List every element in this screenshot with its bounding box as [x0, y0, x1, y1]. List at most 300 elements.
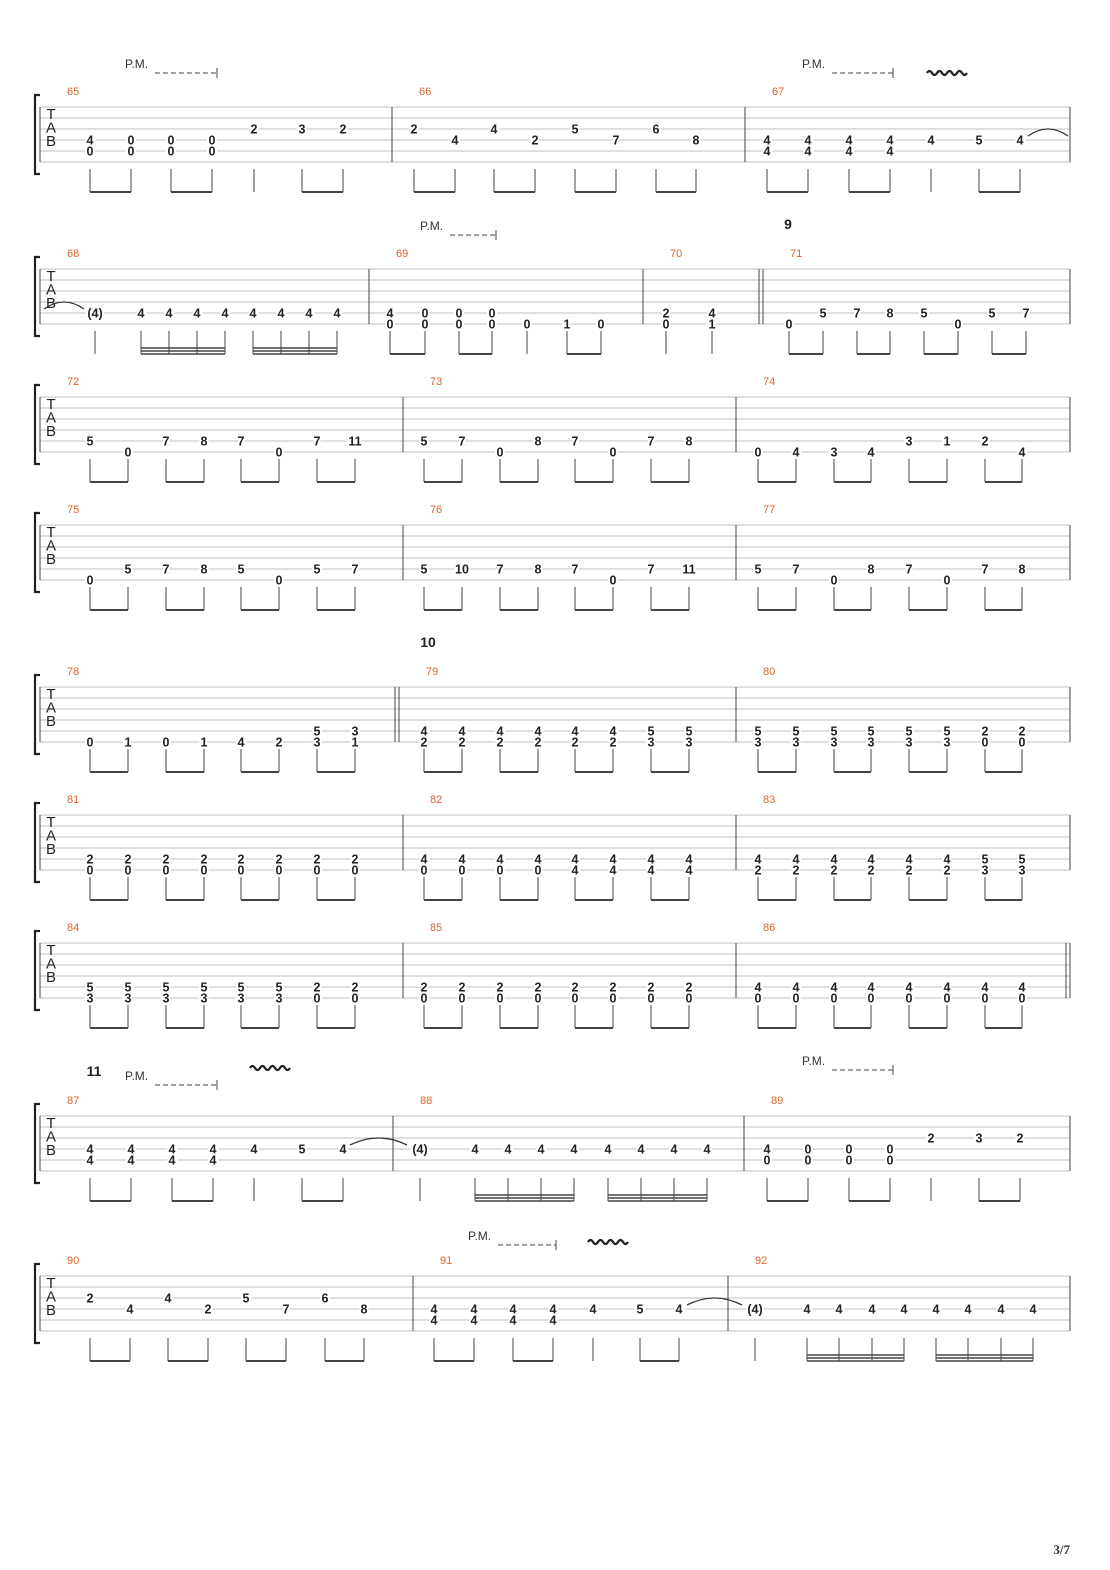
fret-number: 7 — [1022, 306, 1030, 321]
fret-number: 0 — [804, 1153, 812, 1168]
fret-number: (4) — [747, 1302, 763, 1317]
vibrato-mark — [927, 71, 967, 75]
tab-clef-letter: B — [45, 1142, 57, 1159]
fret-number: 3 — [830, 735, 838, 750]
fret-number: 4 — [86, 1142, 94, 1157]
tab-clef-letter: A — [45, 281, 57, 299]
fret-number: 4 — [496, 852, 504, 867]
fret-number: 2 — [250, 122, 258, 137]
fret-number: 2 — [867, 863, 875, 878]
measure-number: 70 — [670, 248, 683, 260]
measure-number: 82 — [430, 794, 443, 806]
fret-number: 0 — [167, 133, 175, 148]
fret-number: 4 — [1018, 980, 1026, 995]
fret-number: 5 — [975, 133, 983, 148]
tie-arc — [687, 1298, 742, 1305]
fret-number: 0 — [1018, 991, 1026, 1006]
fret-number: 2 — [351, 852, 359, 867]
fret-number: 4 — [1029, 1302, 1037, 1317]
fret-number: 2 — [124, 852, 132, 867]
fret-number: 4 — [609, 852, 617, 867]
tab-clef-letter: B — [45, 841, 57, 858]
fret-number: 0 — [313, 991, 321, 1006]
fret-number: 2 — [927, 1131, 935, 1146]
fret-number: 5 — [571, 122, 579, 137]
fret-number: 4 — [333, 306, 341, 321]
fret-number: 2 — [609, 735, 617, 750]
fret-number: 5 — [981, 852, 989, 867]
fret-number: 4 — [763, 144, 771, 159]
fret-number: 0 — [86, 735, 94, 750]
fret-number: 0 — [943, 573, 951, 588]
fret-number: 0 — [685, 991, 693, 1006]
fret-number: 7 — [853, 306, 861, 321]
fret-number: 8 — [867, 562, 875, 577]
fret-number: 4 — [127, 1153, 135, 1168]
fret-number: 0 — [496, 445, 504, 460]
fret-number: 5 — [86, 434, 94, 449]
fret-number: 10 — [455, 562, 469, 577]
fret-number: 3 — [313, 735, 321, 750]
fret-number: 4 — [943, 852, 951, 867]
fret-number: 0 — [162, 735, 170, 750]
fret-number: 4 — [420, 852, 428, 867]
fret-number: 5 — [988, 306, 996, 321]
fret-number: 4 — [86, 133, 94, 148]
measure-number: 87 — [67, 1095, 80, 1107]
fret-number: 4 — [867, 445, 875, 460]
fret-number: 7 — [351, 562, 359, 577]
fret-number: 0 — [421, 306, 429, 321]
fret-number: 0 — [124, 863, 132, 878]
rehearsal-mark: 10 — [420, 634, 436, 650]
palm-mute-label: P.M. — [468, 1229, 492, 1243]
fret-number: 7 — [162, 434, 170, 449]
tab-clef-letter: A — [45, 1288, 57, 1306]
fret-number: 5 — [124, 562, 132, 577]
fret-number: 0 — [792, 991, 800, 1006]
fret-number: 5 — [867, 724, 875, 739]
fret-number: 4 — [609, 863, 617, 878]
fret-number: 4 — [458, 724, 466, 739]
tab-clef-letter: B — [45, 713, 57, 730]
fret-number: 2 — [86, 1291, 94, 1306]
fret-number: 4 — [845, 144, 853, 159]
fret-number: 0 — [754, 991, 762, 1006]
measure-number: 80 — [763, 666, 776, 678]
fret-number: 3 — [685, 735, 693, 750]
tie-arc — [1028, 129, 1068, 136]
fret-number: 0 — [208, 133, 216, 148]
fret-number: 5 — [819, 306, 827, 321]
fret-number: 0 — [804, 1142, 812, 1157]
fret-number: 0 — [275, 863, 283, 878]
fret-number: 0 — [905, 991, 913, 1006]
fret-number: 2 — [981, 434, 989, 449]
fret-number: 5 — [420, 434, 428, 449]
fret-number: 0 — [886, 1142, 894, 1157]
tab-clef-letter: B — [45, 969, 57, 986]
fret-number: 4 — [830, 852, 838, 867]
fret-number: 4 — [471, 1142, 479, 1157]
fret-number: 2 — [1016, 1131, 1024, 1146]
fret-number: 5 — [685, 724, 693, 739]
fret-number: 4 — [754, 852, 762, 867]
fret-number: 2 — [647, 980, 655, 995]
fret-number: 2 — [534, 735, 542, 750]
fret-number: 4 — [670, 1142, 678, 1157]
fret-number: 0 — [845, 1142, 853, 1157]
fret-number: 4 — [249, 306, 257, 321]
fret-number: 4 — [534, 724, 542, 739]
fret-number: 4 — [430, 1313, 438, 1328]
fret-number: 2 — [905, 863, 913, 878]
measure-number: 69 — [396, 248, 409, 260]
fret-number: 7 — [792, 562, 800, 577]
fret-number: 4 — [927, 133, 935, 148]
fret-number: 8 — [886, 306, 894, 321]
fret-number: 4 — [964, 1302, 972, 1317]
fret-number: 2 — [200, 852, 208, 867]
system-bracket — [35, 95, 40, 174]
fret-number: 4 — [137, 306, 145, 321]
fret-number: 2 — [571, 735, 579, 750]
fret-number: 6 — [321, 1291, 329, 1306]
fret-number: 4 — [490, 122, 498, 137]
fret-number: 2 — [662, 306, 670, 321]
system-bracket — [35, 1104, 40, 1183]
fret-number: 2 — [981, 724, 989, 739]
fret-number: 0 — [458, 991, 466, 1006]
fret-number: 4 — [451, 133, 459, 148]
fret-number: 1 — [563, 317, 571, 332]
tab-clef-letter: T — [46, 1275, 56, 1292]
fret-number: 0 — [785, 317, 793, 332]
fret-number: 4 — [835, 1302, 843, 1317]
fret-number: 4 — [470, 1302, 478, 1317]
measure-number: 73 — [430, 376, 443, 388]
fret-number: 4 — [571, 863, 579, 878]
palm-mute-label: P.M. — [420, 219, 444, 233]
measure-number: 84 — [67, 922, 80, 934]
fret-number: 4 — [763, 133, 771, 148]
fret-number: 3 — [1018, 863, 1026, 878]
fret-number: 0 — [981, 991, 989, 1006]
fret-number: 4 — [420, 724, 428, 739]
fret-number: 2 — [237, 852, 245, 867]
fret-number: 5 — [792, 724, 800, 739]
fret-number: 5 — [313, 562, 321, 577]
fret-number: 5 — [124, 980, 132, 995]
fret-number: 5 — [754, 724, 762, 739]
system-bracket — [35, 1264, 40, 1343]
fret-number: 4 — [900, 1302, 908, 1317]
fret-number: 3 — [86, 991, 94, 1006]
fret-number: 4 — [997, 1302, 1005, 1317]
fret-number: 4 — [209, 1142, 217, 1157]
fret-number: 1 — [200, 735, 208, 750]
fret-number: 2 — [458, 735, 466, 750]
fret-number: 1 — [351, 735, 359, 750]
fret-number: 0 — [127, 144, 135, 159]
fret-number: 0 — [458, 863, 466, 878]
fret-number: 3 — [830, 445, 838, 460]
rehearsal-mark: 9 — [784, 216, 792, 232]
measure-number: 79 — [426, 666, 439, 678]
fret-number: 2 — [571, 980, 579, 995]
fret-number: 0 — [954, 317, 962, 332]
fret-number: 2 — [275, 852, 283, 867]
tab-clef-letter: B — [45, 551, 57, 568]
fret-number: 2 — [420, 735, 428, 750]
fret-number: 3 — [237, 991, 245, 1006]
fret-number: 5 — [754, 562, 762, 577]
fret-number: 4 — [845, 133, 853, 148]
fret-number: 0 — [275, 573, 283, 588]
fret-number: 0 — [421, 317, 429, 332]
fret-number: 3 — [792, 735, 800, 750]
measure-number: 74 — [763, 376, 776, 388]
fret-number: 4 — [571, 724, 579, 739]
fret-number: 4 — [905, 980, 913, 995]
fret-number: 4 — [221, 306, 229, 321]
fret-number: 7 — [647, 434, 655, 449]
fret-number: 4 — [165, 306, 173, 321]
fret-number: 7 — [162, 562, 170, 577]
fret-number: 2 — [754, 863, 762, 878]
fret-number: 5 — [242, 1291, 250, 1306]
fret-number: 5 — [1018, 852, 1026, 867]
fret-number: 0 — [609, 573, 617, 588]
fret-number: 4 — [86, 1153, 94, 1168]
fret-number: 4 — [277, 306, 285, 321]
fret-number: 3 — [867, 735, 875, 750]
fret-number: 1 — [708, 317, 716, 332]
fret-number: 4 — [604, 1142, 612, 1157]
fret-number: 5 — [313, 724, 321, 739]
fret-number: 3 — [124, 991, 132, 1006]
fret-number: 2 — [313, 980, 321, 995]
fret-number: 4 — [609, 724, 617, 739]
measure-number: 65 — [67, 86, 80, 98]
fret-number: 4 — [571, 852, 579, 867]
fret-number: 2 — [410, 122, 418, 137]
fret-number: 7 — [571, 562, 579, 577]
fret-number: 0 — [886, 1153, 894, 1168]
tab-clef-letter: B — [45, 133, 57, 150]
fret-number: 4 — [570, 1142, 578, 1157]
fret-number: 2 — [496, 980, 504, 995]
measure-number: 66 — [419, 86, 432, 98]
tab-clef-letter: T — [46, 814, 56, 831]
fret-number: 7 — [282, 1302, 290, 1317]
fret-number: 4 — [509, 1302, 517, 1317]
fret-number: 0 — [420, 991, 428, 1006]
fret-number: 8 — [1018, 562, 1026, 577]
fret-number: 2 — [275, 735, 283, 750]
system-bracket — [35, 513, 40, 592]
palm-mute-label: P.M. — [802, 1054, 826, 1068]
fret-number: 0 — [455, 317, 463, 332]
fret-number: 3 — [905, 735, 913, 750]
measure-number: 83 — [763, 794, 776, 806]
fret-number: 2 — [685, 980, 693, 995]
measure-number: 81 — [67, 794, 80, 806]
fret-number: 7 — [647, 562, 655, 577]
fret-number: 0 — [496, 863, 504, 878]
fret-number: 8 — [685, 434, 693, 449]
page-number: 3/7 — [1053, 1542, 1070, 1557]
fret-number: 0 — [523, 317, 531, 332]
fret-number: 0 — [754, 445, 762, 460]
fret-number: 5 — [86, 980, 94, 995]
fret-number: 5 — [905, 724, 913, 739]
fret-number: 4 — [703, 1142, 711, 1157]
fret-number: 0 — [351, 991, 359, 1006]
fret-number: 2 — [792, 863, 800, 878]
system-bracket — [35, 385, 40, 464]
fret-number: 4 — [685, 863, 693, 878]
fret-number: 4 — [763, 1142, 771, 1157]
fret-number: 4 — [647, 863, 655, 878]
tab-clef-letter: T — [46, 396, 56, 413]
fret-number: 5 — [298, 1142, 306, 1157]
fret-number: 5 — [943, 724, 951, 739]
fret-number: 4 — [537, 1142, 545, 1157]
fret-number: 3 — [647, 735, 655, 750]
palm-mute-label: P.M. — [802, 57, 826, 71]
fret-number: 4 — [708, 306, 716, 321]
fret-number: 11 — [348, 434, 362, 449]
fret-number: 5 — [636, 1302, 644, 1317]
fret-number: 2 — [162, 852, 170, 867]
fret-number: 2 — [458, 980, 466, 995]
fret-number: 8 — [360, 1302, 368, 1317]
fret-number: 4 — [386, 306, 394, 321]
fret-number: 4 — [589, 1302, 597, 1317]
fret-number: 0 — [534, 863, 542, 878]
fret-number: 4 — [1018, 445, 1026, 460]
fret-number: 5 — [420, 562, 428, 577]
measure-number: 90 — [67, 1255, 80, 1267]
fret-number: 4 — [886, 133, 894, 148]
fret-number: 0 — [237, 863, 245, 878]
fret-number: 3 — [298, 122, 306, 137]
fret-number: 1 — [943, 434, 951, 449]
tab-clef-letter: A — [45, 409, 57, 427]
fret-number: 4 — [250, 1142, 258, 1157]
fret-number: 0 — [981, 735, 989, 750]
fret-number: 11 — [682, 562, 696, 577]
tab-clef-letter: T — [46, 1115, 56, 1132]
fret-number: 4 — [792, 980, 800, 995]
fret-number: 2 — [943, 863, 951, 878]
fret-number: 7 — [237, 434, 245, 449]
fret-number: 4 — [830, 980, 838, 995]
palm-mute-label: P.M. — [125, 57, 149, 71]
fret-number: 4 — [193, 306, 201, 321]
fret-number: 8 — [200, 562, 208, 577]
fret-number: 4 — [126, 1302, 134, 1317]
rehearsal-mark: 11 — [86, 1063, 102, 1079]
fret-number: 6 — [652, 122, 660, 137]
fret-number: 0 — [662, 317, 670, 332]
fret-number: 1 — [124, 735, 132, 750]
fret-number: 4 — [164, 1291, 172, 1306]
fret-number: 4 — [981, 980, 989, 995]
fret-number: 0 — [275, 445, 283, 460]
fret-number: 4 — [647, 852, 655, 867]
measure-number: 75 — [67, 504, 80, 516]
tie-arc — [350, 1138, 407, 1145]
fret-number: 0 — [86, 144, 94, 159]
fret-number: 5 — [275, 980, 283, 995]
measure-number: 91 — [440, 1255, 453, 1267]
fret-number: 2 — [339, 122, 347, 137]
fret-number: 4 — [637, 1142, 645, 1157]
fret-number: 3 — [975, 1131, 983, 1146]
tab-clef-letter: T — [46, 106, 56, 123]
fret-number: 4 — [168, 1142, 176, 1157]
fret-number: 4 — [305, 306, 313, 321]
system-bracket — [35, 675, 40, 754]
fret-number: 0 — [420, 863, 428, 878]
fret-number: 4 — [458, 852, 466, 867]
fret-number: 5 — [237, 562, 245, 577]
fret-number: 0 — [86, 573, 94, 588]
fret-number: 0 — [609, 445, 617, 460]
fret-number: 4 — [496, 724, 504, 739]
fret-number: 8 — [534, 434, 542, 449]
fret-number: 4 — [549, 1302, 557, 1317]
tab-clef-letter: A — [45, 955, 57, 973]
measure-number: 78 — [67, 666, 80, 678]
tab-clef-letter: B — [45, 1302, 57, 1319]
fret-number: 7 — [905, 562, 913, 577]
fret-number: 0 — [571, 991, 579, 1006]
fret-number: (4) — [87, 306, 103, 321]
vibrato-mark — [588, 1240, 628, 1244]
fret-number: 7 — [612, 133, 620, 148]
fret-number: 0 — [488, 306, 496, 321]
system-bracket — [35, 931, 40, 1010]
tab-clef-letter: T — [46, 686, 56, 703]
fret-number: 0 — [845, 1153, 853, 1168]
fret-number: 4 — [685, 852, 693, 867]
fret-number: 3 — [981, 863, 989, 878]
fret-number: 4 — [675, 1302, 683, 1317]
fret-number: 0 — [127, 133, 135, 148]
fret-number: 0 — [200, 863, 208, 878]
system-bracket — [35, 257, 40, 336]
fret-number: 4 — [127, 1142, 135, 1157]
fret-number: 4 — [209, 1153, 217, 1168]
fret-number: 8 — [200, 434, 208, 449]
measure-number: 89 — [771, 1095, 784, 1107]
fret-number: 4 — [792, 445, 800, 460]
fret-number: 2 — [351, 980, 359, 995]
fret-number: 2 — [86, 852, 94, 867]
fret-number: 0 — [386, 317, 394, 332]
fret-number: 7 — [571, 434, 579, 449]
fret-number: 3 — [351, 724, 359, 739]
fret-number: (4) — [412, 1142, 428, 1157]
fret-number: 4 — [237, 735, 245, 750]
fret-number: 8 — [692, 133, 700, 148]
fret-number: 4 — [549, 1313, 557, 1328]
fret-number: 4 — [868, 1302, 876, 1317]
fret-number: 4 — [867, 852, 875, 867]
